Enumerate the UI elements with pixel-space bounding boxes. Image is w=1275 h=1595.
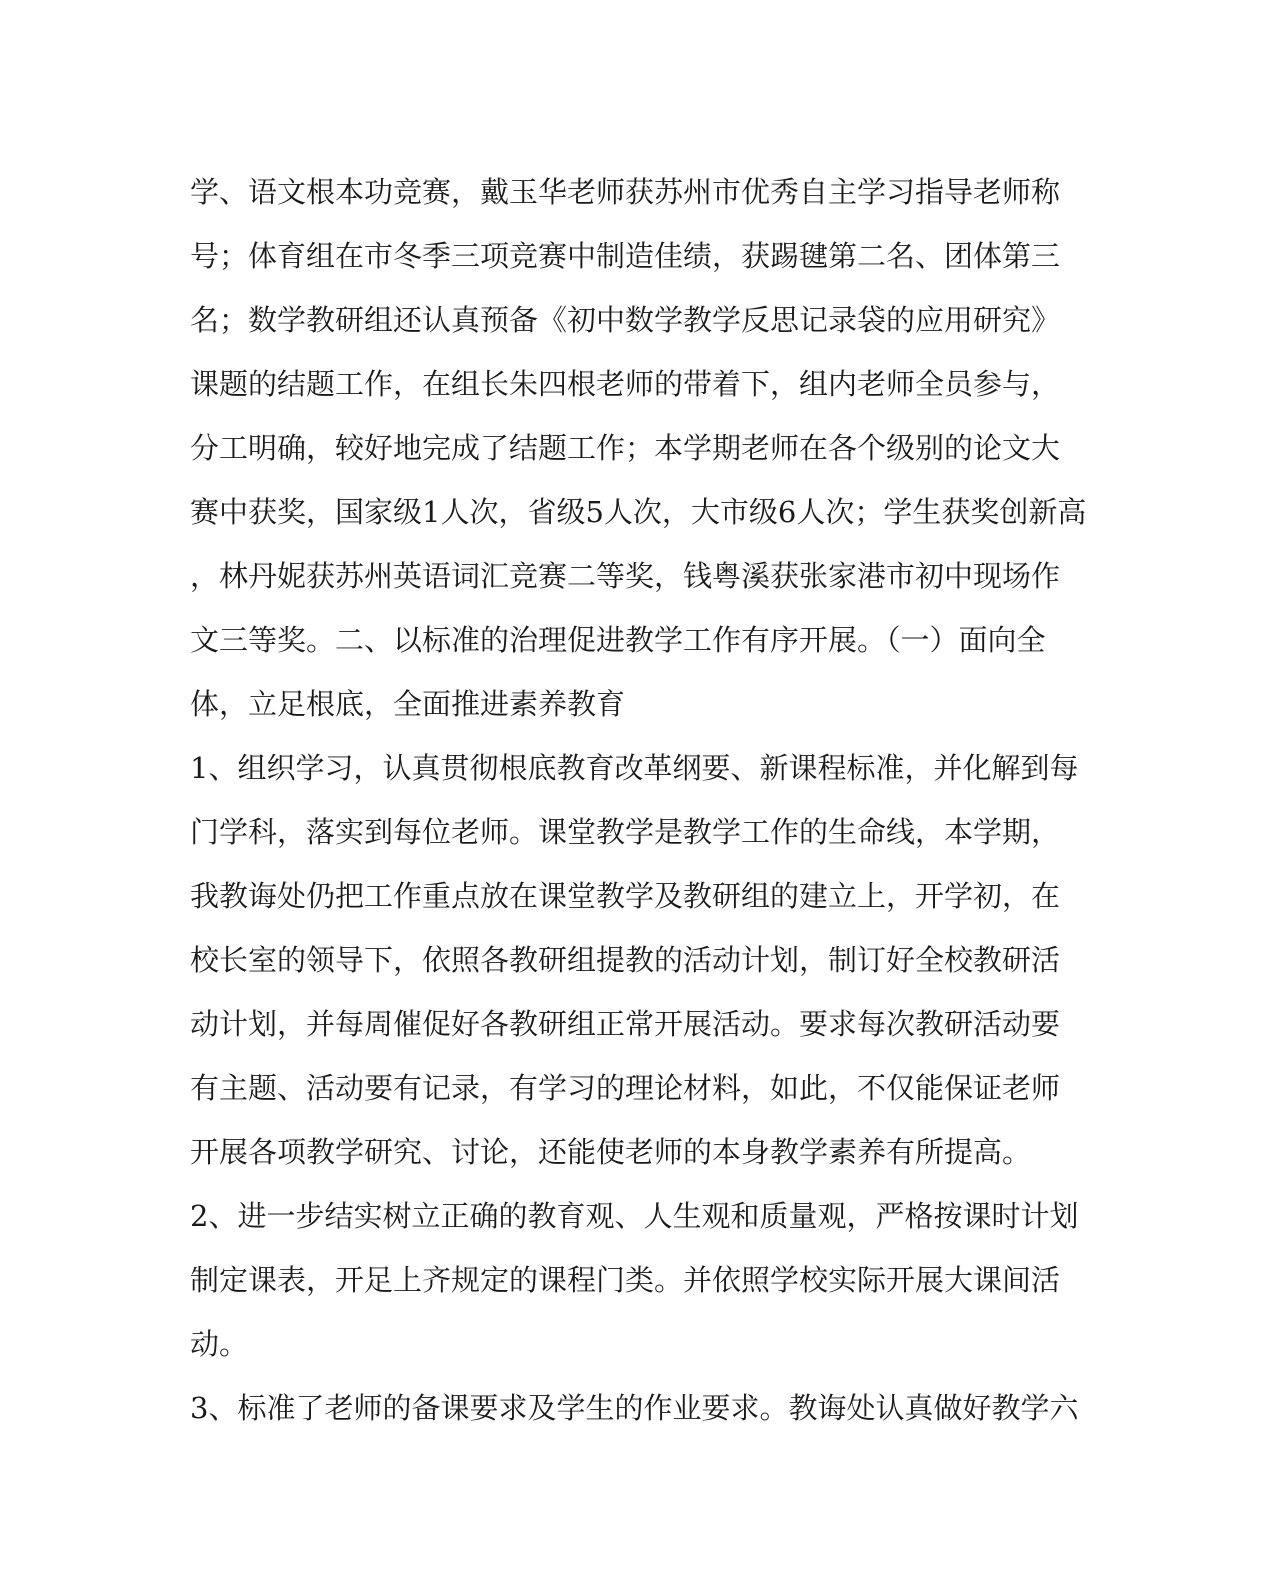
text-line: 体，立足根底，全面推进素养教育 xyxy=(190,687,626,721)
text-line: 制定课表，开足上齐规定的课程门类。并依照学校实际开展大课间活 xyxy=(190,1263,1061,1297)
text-line: 3、标准了老师的备课要求及学生的作业要求。教诲处认真做好教学六 xyxy=(190,1391,1079,1425)
text-line: 课题的结题工作，在组长朱四根老师的带着下，组内老师全员参与， xyxy=(190,367,1061,401)
text-line: ，林丹妮获苏州英语词汇竞赛二等奖，钱粤溪获张家港市初中现场作 xyxy=(190,559,1061,593)
text-line: 2、进一步结实树立正确的教育观、人生观和质量观，严格按课时计划 xyxy=(190,1199,1079,1233)
text-line: 校长室的领导下，依照各教研组提教的活动计划，制订好全校教研活 xyxy=(190,943,1061,977)
text-line: 赛中获奖，国家级1人次，省级5人次，大市级6人次；学生获奖创新高 xyxy=(190,495,1087,529)
document-body xyxy=(190,160,1087,1440)
text-line: 开展各项教学研究、讨论，还能使老师的本身教学素养有所提高。 xyxy=(190,1135,1032,1169)
text-line: 动。 xyxy=(190,1327,249,1361)
text-line: 名；数学教研组还认真预备《初中数学教学反思记录袋的应用研究》 xyxy=(190,303,1061,337)
text-line: 门学科，落实到每位老师。课堂教学是教学工作的生命线，本学期， xyxy=(190,815,1061,849)
text-line: 文三等奖。二、以标准的治理促进教学工作有序开展。（一）面向全 xyxy=(190,623,1046,657)
text-line: 1、组织学习，认真贯彻根底教育改革纲要、新课程标准，并化解到每 xyxy=(190,751,1079,785)
text-line: 号；体育组在市冬季三项竞赛中制造佳绩，获踢毽第二名、团体第三 xyxy=(190,239,1061,273)
text-line: 我教诲处仍把工作重点放在课堂教学及教研组的建立上，开学初，在 xyxy=(190,879,1061,913)
text-line: 学、语文根本功竞赛，戴玉华老师获苏州市优秀自主学习指导老师称 xyxy=(190,175,1061,209)
text-line: 分工明确，较好地完成了结题工作；本学期老师在各个级别的论文大 xyxy=(190,431,1061,465)
text-line: 有主题、活动要有记录，有学习的理论材料，如此，不仅能保证老师 xyxy=(190,1071,1061,1105)
text-line: 动计划，并每周催促好各教研组正常开展活动。要求每次教研活动要 xyxy=(190,1007,1061,1041)
